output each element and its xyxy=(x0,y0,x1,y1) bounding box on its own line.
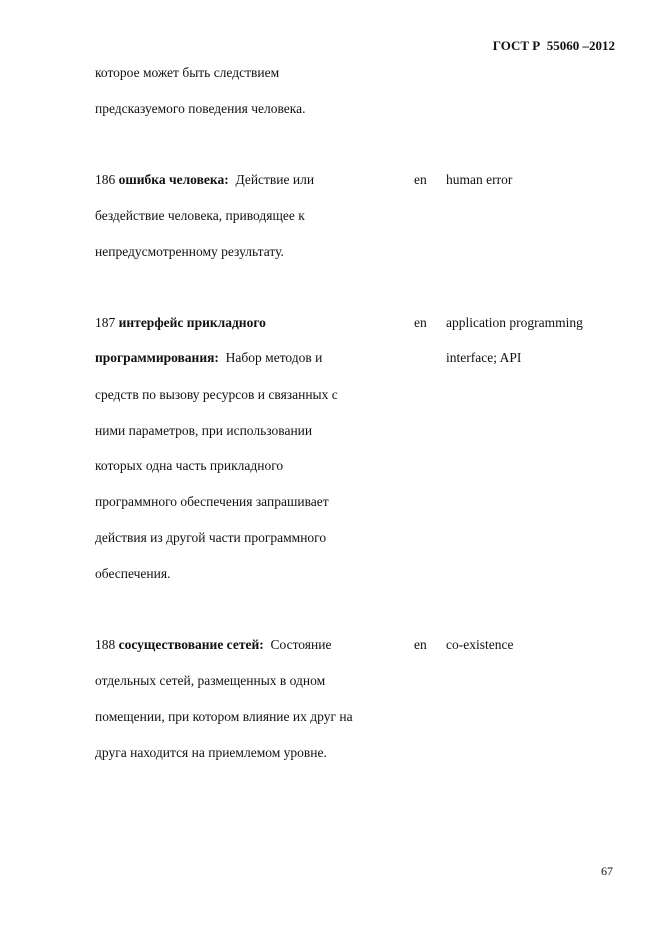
term-entry-186-heading xyxy=(95,172,314,188)
definition-text: программного обеспечения запрашивает xyxy=(95,494,329,509)
definition-text: действия из другой части программного xyxy=(95,530,327,545)
definition-text: которых одна часть прикладного xyxy=(95,458,284,473)
definition-text: средств по вызову ресурсов и связанных с xyxy=(95,387,338,402)
definition-text: ними параметров, при использовании xyxy=(95,423,313,438)
page-number: 67 xyxy=(601,864,613,878)
language-code: en xyxy=(414,172,427,187)
definition-text: друга находится на приемлемом уровне. xyxy=(95,745,327,760)
document-code-header: ГОСТ Р 55060 –2012 xyxy=(492,38,615,53)
definition-text: Набор методов и xyxy=(225,350,323,365)
term-entry-188-heading xyxy=(95,637,331,653)
continuation-line: предсказуемого поведения человека. xyxy=(95,101,306,116)
term-entry-187-heading xyxy=(95,315,266,331)
term-number: 186 xyxy=(95,172,116,187)
language-code: en xyxy=(414,637,427,652)
term-name: интерфейс прикладного xyxy=(118,315,266,330)
definition-text: отдельных сетей, размещенных в одном xyxy=(95,673,326,688)
term-name: программирования: xyxy=(95,350,219,365)
definition-text: бездействие человека, приводящее к xyxy=(95,208,305,223)
english-equivalent: application programming xyxy=(446,315,583,330)
term-name: сосуществование сетей: xyxy=(118,637,264,652)
term-number: 188 xyxy=(95,637,116,652)
english-equivalent: interface; API xyxy=(446,350,522,365)
english-equivalent: co-existence xyxy=(446,637,514,652)
definition-text: непредусмотренному результату. xyxy=(95,244,284,259)
definition-text: Действие или xyxy=(235,172,315,187)
definition-text: помещении, при котором влияние их друг на xyxy=(95,709,353,724)
definition-text: обеспечения. xyxy=(95,566,171,581)
term-entry-187-continuation xyxy=(95,350,322,366)
term-name: ошибка человека: xyxy=(118,172,229,187)
term-number: 187 xyxy=(95,315,116,330)
language-code: en xyxy=(414,315,427,330)
continuation-line: которое может быть следствием xyxy=(95,65,280,80)
definition-text: Состояние xyxy=(270,637,332,652)
english-equivalent: human error xyxy=(446,172,513,187)
